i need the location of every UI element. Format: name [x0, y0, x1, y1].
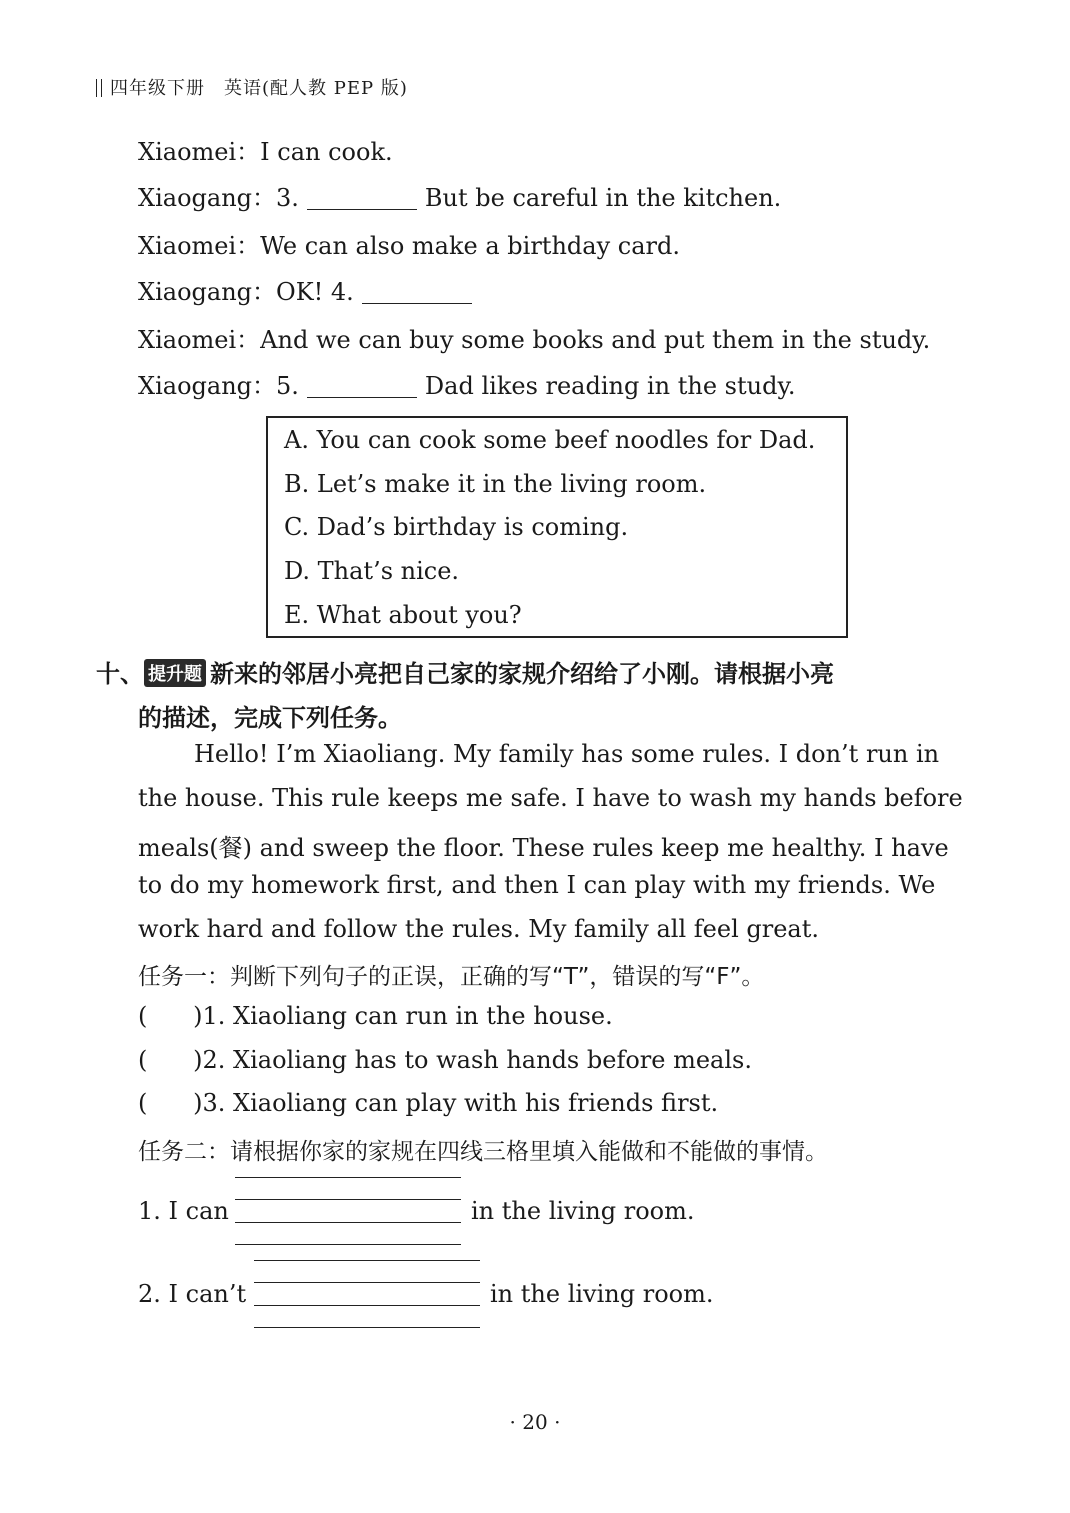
statement-text: 3. Xiaoliang can play with his friends first. — [202, 1089, 719, 1117]
answer-paren-1[interactable]: ( ) — [138, 1002, 203, 1030]
task2-item-1-suffix: in the living room. — [471, 1197, 695, 1225]
statement-text: 2. Xiaoliang has to wash hands before meals. — [202, 1046, 752, 1074]
dialogue-text: We can also make a birthday card. — [260, 232, 680, 260]
section-title-line1: 新来的邻居小亮把自己家的家规介绍给了小刚。请根据小亮 — [210, 660, 834, 688]
speaker: Xiaomei： — [138, 232, 261, 260]
passage-line-2: the house. This rule keeps me safe. I have to wash my hands before — [138, 784, 963, 812]
task2-item-2-suffix: in the living room. — [490, 1280, 714, 1308]
question-number: 5. — [276, 372, 299, 400]
passage-line-1: Hello! I’m Xiaoliang. My family has some rules. I don’t run in — [194, 740, 940, 768]
task2-title: 任务二：请根据你家的家规在四线三格里填入能做和不能做的事情。 — [138, 1139, 828, 1165]
dialogue-text: And we can buy some books and put them in the study. — [260, 326, 931, 354]
option-a: A. You can cook some beef noodles for Dad. — [284, 426, 816, 454]
answer-blank-3[interactable] — [307, 189, 417, 210]
page-number: · 20 · — [509, 1410, 561, 1434]
answer-blank-4[interactable] — [362, 283, 472, 304]
option-e: E. What about you? — [284, 601, 522, 629]
answer-blank-5[interactable] — [307, 377, 417, 398]
section-number: 十、 — [96, 660, 144, 688]
four-line-grid-1[interactable] — [235, 1177, 461, 1245]
speaker: Xiaogang： — [138, 372, 277, 400]
speaker: Xiaomei： — [138, 138, 261, 166]
dialogue-line-2 — [138, 178, 781, 213]
dialogue-text: Dad likes reading in the study. — [424, 372, 796, 400]
section-title — [96, 654, 834, 689]
header-bar-icon — [96, 79, 102, 97]
option-d: D. That’s nice. — [284, 557, 460, 585]
passage-line-3: meals(餐) and sweep the floor. These rules keep me healthy. I have — [138, 834, 949, 862]
task1-item-2 — [138, 1046, 752, 1074]
task2-item-1-prefix: 1. I can — [138, 1197, 229, 1225]
four-line-grid-2[interactable] — [254, 1260, 480, 1328]
task1-item-3 — [138, 1089, 718, 1117]
question-number: 4. — [330, 278, 354, 306]
answer-paren-2[interactable]: ( ) — [138, 1046, 203, 1074]
speaker: Xiaogang： — [138, 184, 277, 212]
speaker: Xiaogang： — [138, 278, 277, 306]
task1-title: 任务一：判断下列句子的正误，正确的写“T”，错误的写“F”。 — [138, 964, 765, 990]
dialogue-line-6 — [138, 366, 795, 401]
task1-item-1 — [138, 1002, 613, 1030]
passage-line-5: work hard and follow the rules. My family all feel great. — [138, 915, 819, 943]
question-number: 3. — [276, 184, 299, 212]
header-text: 四年级下册 英语(配人教 PEP 版) — [110, 78, 408, 99]
options-box — [266, 416, 848, 638]
dialogue-text: OK! — [276, 278, 331, 306]
option-b: B. Let’s make it in the living room. — [284, 470, 707, 498]
dialogue-line-5 — [138, 320, 930, 355]
dialogue-text: But be careful in the kitchen. — [424, 184, 782, 212]
answer-paren-3[interactable]: ( ) — [138, 1089, 203, 1117]
difficulty-badge: 提升题 — [144, 659, 206, 687]
speaker: Xiaomei： — [138, 326, 261, 354]
section-title-line2: 的描述，完成下列任务。 — [138, 704, 402, 732]
dialogue-line-3 — [138, 226, 680, 261]
option-c: C. Dad’s birthday is coming. — [284, 513, 629, 541]
dialogue-text: I can cook. — [260, 138, 393, 166]
page-header — [96, 74, 408, 100]
statement-text: 1. Xiaoliang can run in the house. — [202, 1002, 613, 1030]
dialogue-line-1 — [138, 132, 393, 167]
dialogue-line-4 — [138, 272, 480, 307]
passage-line-4: to do my homework first, and then I can play with my friends. We — [138, 871, 936, 899]
task2-item-2-prefix: 2. I can’t — [138, 1280, 247, 1308]
